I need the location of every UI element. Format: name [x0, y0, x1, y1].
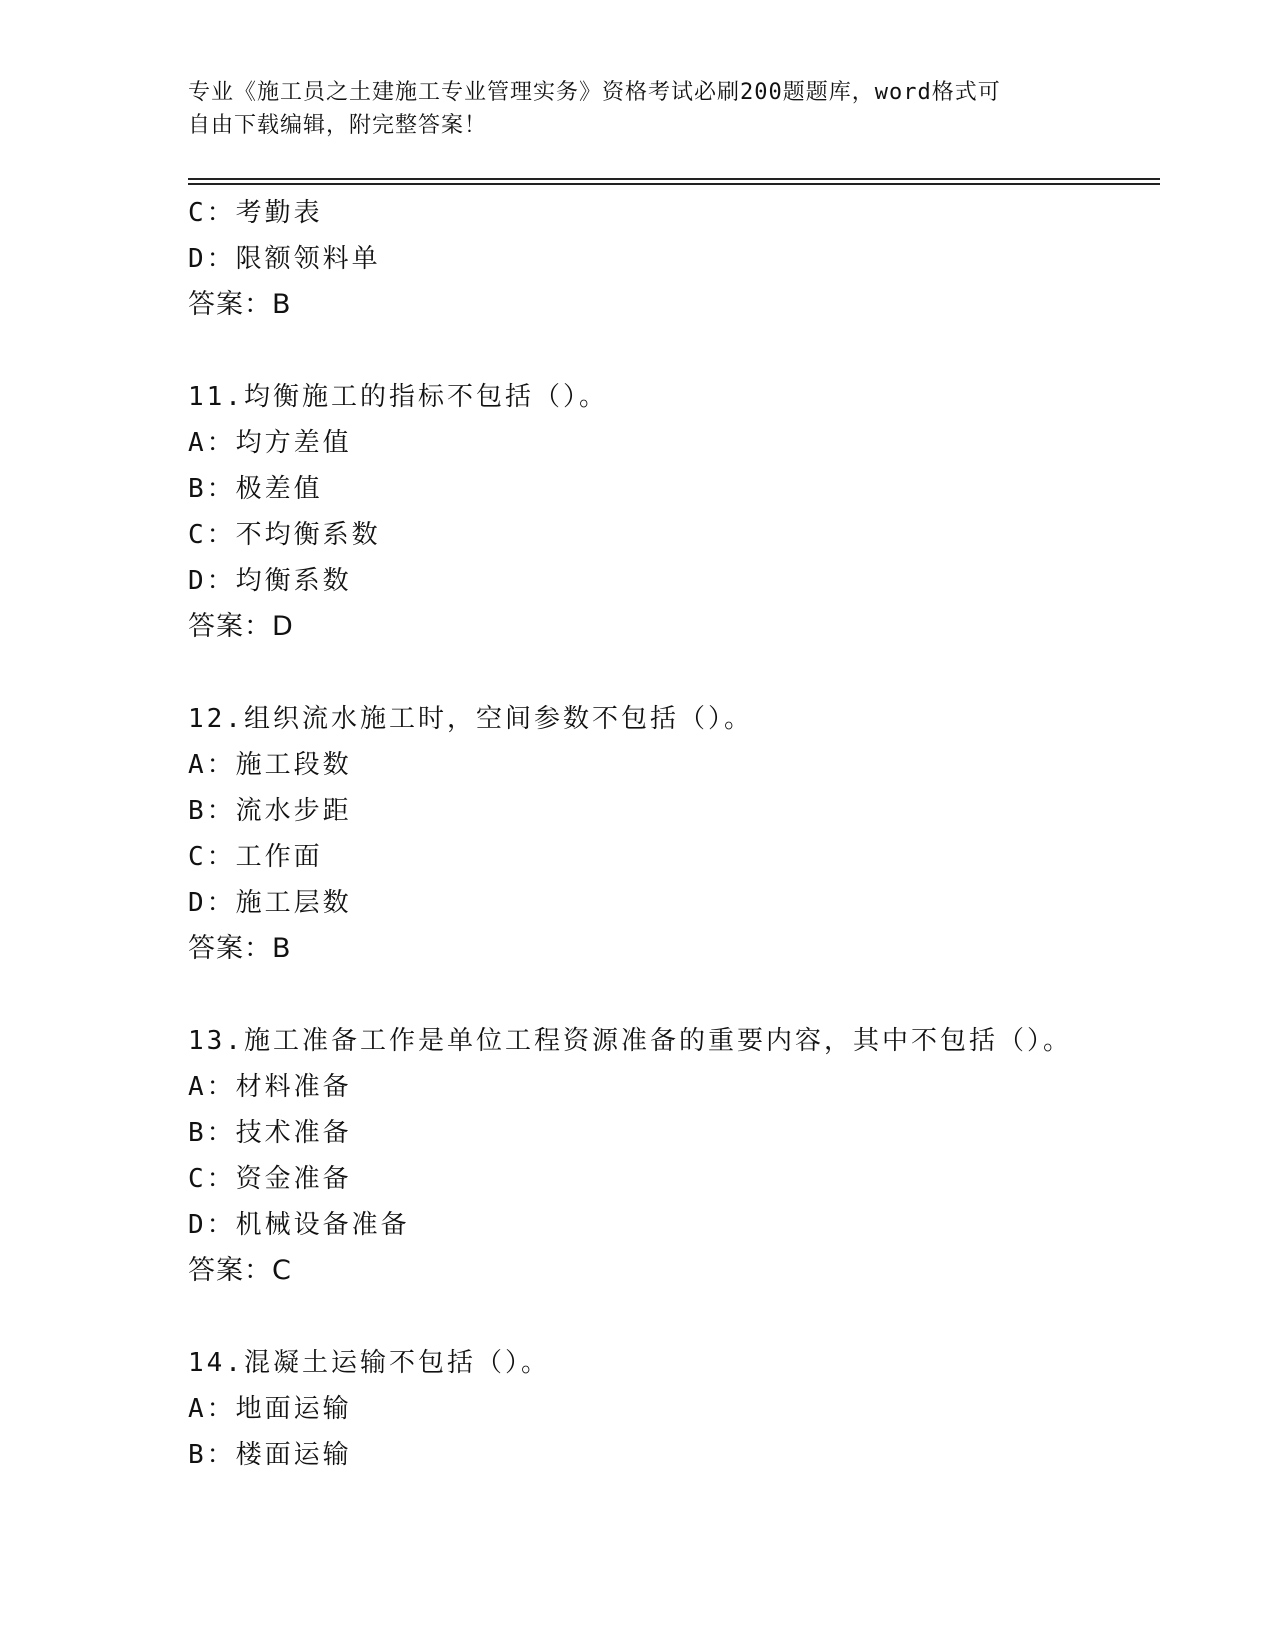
question-11: [188, 374, 1168, 650]
option-a: A：施工段数: [188, 750, 352, 780]
answer-line: 答案：C: [188, 1255, 292, 1286]
option-b: B：极差值: [188, 474, 323, 504]
answer-line: 答案：B: [188, 933, 292, 964]
header-divider-top: [188, 178, 1160, 180]
option-b: B：楼面运输: [188, 1440, 352, 1470]
header-divider-bottom: [188, 183, 1160, 185]
question-stem: 12.组织流水施工时，空间参数不包括（）。: [188, 704, 753, 734]
option-a: A：均方差值: [188, 428, 352, 458]
question-10-continued: [188, 190, 1168, 328]
header-line-1: 专业《施工员之土建施工专业管理实务》资格考试必刷200题题库，word格式可: [188, 80, 1001, 105]
spacer: [188, 1294, 1168, 1340]
option-c: C：资金准备: [188, 1164, 352, 1194]
document-header: [188, 76, 1068, 142]
question-list: [188, 190, 1168, 1478]
question-12: [188, 696, 1168, 972]
question-stem: 11.均衡施工的指标不包括（）。: [188, 382, 608, 412]
question-stem: 14.混凝土运输不包括（）。: [188, 1348, 550, 1378]
option-c: C：考勤表: [188, 198, 323, 228]
option-c: C：不均衡系数: [188, 520, 381, 550]
option-a: A：材料准备: [188, 1072, 352, 1102]
option-c: C：工作面: [188, 842, 323, 872]
option-b: B：流水步距: [188, 796, 352, 826]
header-line-2: 自由下载编辑，附完整答案！: [188, 113, 488, 138]
option-d: D：均衡系数: [188, 566, 352, 596]
option-b: B：技术准备: [188, 1118, 352, 1148]
question-13: [188, 1018, 1168, 1294]
spacer: [188, 650, 1168, 696]
question-stem: 13.施工准备工作是单位工程资源准备的重要内容，其中不包括（）。: [188, 1026, 1072, 1056]
spacer: [188, 972, 1168, 1018]
question-14: [188, 1340, 1168, 1478]
answer-line: 答案：D: [188, 611, 294, 642]
option-d: D：机械设备准备: [188, 1210, 410, 1240]
option-a: A：地面运输: [188, 1394, 352, 1424]
spacer: [188, 328, 1168, 374]
answer-line: 答案：B: [188, 289, 292, 320]
option-d: D：施工层数: [188, 888, 352, 918]
option-d: D：限额领料单: [188, 244, 381, 274]
